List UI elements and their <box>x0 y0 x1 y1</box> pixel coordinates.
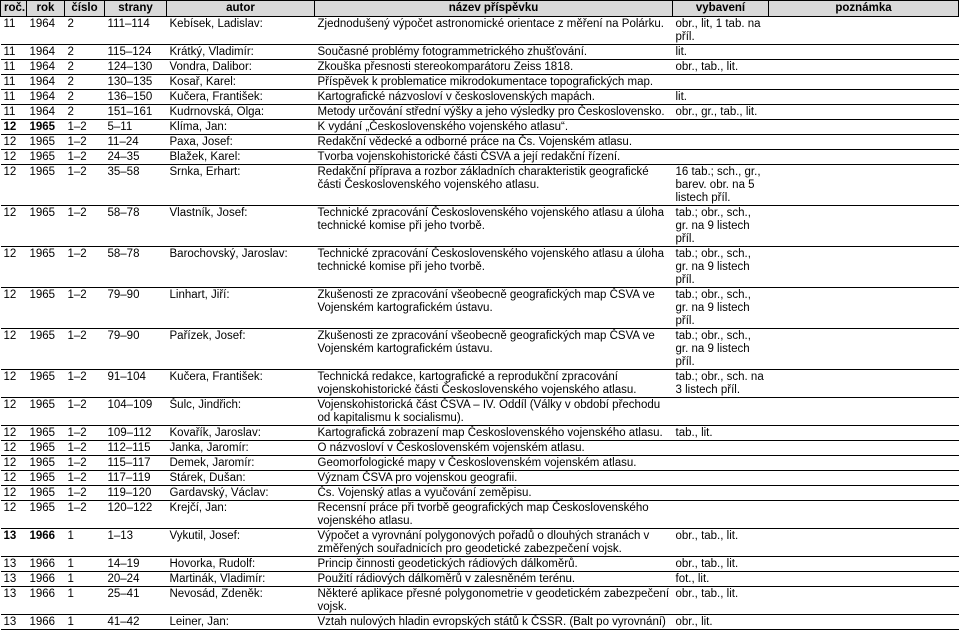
cell-rok: 1965 <box>27 471 65 486</box>
cell-autor: Kučera, František: <box>167 370 315 398</box>
cell-rok: 1966 <box>27 529 65 557</box>
cell-vybaveni: tab.; obr., sch., gr. na 9 listech příl. <box>673 206 769 247</box>
cell-nazev: K vydání „Československého vojenského atlasu“. <box>315 120 673 135</box>
cell-autor: Demek, Jaromír: <box>167 456 315 471</box>
cell-poznamka <box>769 426 959 441</box>
cell-rok: 1965 <box>27 206 65 247</box>
cell-rocnik: 13 <box>1 587 27 615</box>
cell-cislo: 2 <box>65 17 105 45</box>
cell-poznamka <box>769 45 959 60</box>
table-row <box>1 471 959 486</box>
table-row <box>1 45 959 60</box>
cell-strany: 79–90 <box>105 288 167 329</box>
cell-autor: Martinák, Vladimír: <box>167 572 315 587</box>
cell-strany: 115–117 <box>105 456 167 471</box>
cell-rocnik: 12 <box>1 426 27 441</box>
cell-vybaveni: obr., tab., lit. <box>673 529 769 557</box>
cell-autor: Šulc, Jindřich: <box>167 398 315 426</box>
cell-autor: Krejčí, Jan: <box>167 501 315 529</box>
table-body <box>1 17 959 630</box>
table-row <box>1 329 959 370</box>
cell-rocnik: 12 <box>1 165 27 206</box>
cell-rocnik: 12 <box>1 329 27 370</box>
cell-cislo: 1 <box>65 615 105 630</box>
cell-rok: 1965 <box>27 426 65 441</box>
cell-strany: 20–24 <box>105 572 167 587</box>
cell-vybaveni: 16 tab.; sch., gr., barev. obr. na 5 listech příl. <box>673 165 769 206</box>
cell-cislo: 1–2 <box>65 120 105 135</box>
col-header-cislo: číslo <box>65 1 105 17</box>
cell-cislo: 1 <box>65 587 105 615</box>
cell-rok: 1964 <box>27 17 65 45</box>
col-header-vybaveni: vybavení <box>673 1 769 17</box>
cell-poznamka <box>769 329 959 370</box>
cell-vybaveni: tab.; obr., sch., gr. na 9 listech příl. <box>673 288 769 329</box>
cell-rok: 1965 <box>27 456 65 471</box>
table-row <box>1 370 959 398</box>
cell-autor: Kovařík, Jaroslav: <box>167 426 315 441</box>
cell-rok: 1965 <box>27 150 65 165</box>
cell-poznamka <box>769 486 959 501</box>
cell-rocnik: 11 <box>1 105 27 120</box>
cell-nazev: Kartografická zobrazení map Československého vojenského atlasu. <box>315 426 673 441</box>
cell-vybaveni: obr., lit, 1 tab. na příl. <box>673 17 769 45</box>
cell-rocnik: 12 <box>1 150 27 165</box>
cell-rocnik: 11 <box>1 75 27 90</box>
cell-nazev: Technické zpracování Československého vojenského atlasu a úloha technické komise při jeho tvorbě. <box>315 247 673 288</box>
cell-vybaveni <box>673 501 769 529</box>
cell-autor: Kučera, František: <box>167 90 315 105</box>
cell-nazev: Současné problémy fotogrammetrického zhušťování. <box>315 45 673 60</box>
cell-vybaveni <box>673 471 769 486</box>
cell-autor: Klíma, Jan: <box>167 120 315 135</box>
cell-cislo: 1 <box>65 529 105 557</box>
cell-cislo: 2 <box>65 90 105 105</box>
cell-rocnik: 12 <box>1 120 27 135</box>
cell-nazev: Zkušenosti ze zpracování všeobecně geografických map ČSVA ve Vojenském kartografickém ústavu. <box>315 288 673 329</box>
table-row <box>1 456 959 471</box>
cell-rok: 1965 <box>27 398 65 426</box>
cell-poznamka <box>769 165 959 206</box>
cell-strany: 109–112 <box>105 426 167 441</box>
cell-autor: Srnka, Erhart: <box>167 165 315 206</box>
cell-vybaveni: obr., gr., tab., lit. <box>673 105 769 120</box>
cell-nazev: Zkouška přesnosti stereokomparátoru Zeiss 1818. <box>315 60 673 75</box>
cell-autor: Kudrnovská, Olga: <box>167 105 315 120</box>
cell-rocnik: 12 <box>1 471 27 486</box>
cell-strany: 41–42 <box>105 615 167 630</box>
cell-rocnik: 11 <box>1 17 27 45</box>
cell-poznamka <box>769 105 959 120</box>
cell-poznamka <box>769 150 959 165</box>
table-row <box>1 75 959 90</box>
table-row <box>1 17 959 45</box>
table-row <box>1 105 959 120</box>
cell-vybaveni: tab.; obr., sch. na 3 listech příl. <box>673 370 769 398</box>
cell-cislo: 1–2 <box>65 471 105 486</box>
cell-vybaveni: obr., lit. <box>673 615 769 630</box>
cell-poznamka <box>769 90 959 105</box>
col-header-rok: rok <box>27 1 65 17</box>
cell-poznamka <box>769 441 959 456</box>
cell-cislo: 2 <box>65 60 105 75</box>
cell-autor: Stárek, Dušan: <box>167 471 315 486</box>
cell-nazev: Příspěvek k problematice mikrodokumentace topografických map. <box>315 75 673 90</box>
cell-rocnik: 13 <box>1 557 27 572</box>
cell-vybaveni: lit. <box>673 45 769 60</box>
cell-nazev: Redakční příprava a rozbor základních charakteristik geografické části Československého vojenského atlasu. <box>315 165 673 206</box>
table-header-row <box>1 1 959 17</box>
cell-rocnik: 11 <box>1 90 27 105</box>
cell-autor: Barochovský, Jaroslav: <box>167 247 315 288</box>
cell-poznamka <box>769 370 959 398</box>
cell-poznamka <box>769 206 959 247</box>
cell-poznamka <box>769 135 959 150</box>
cell-cislo: 1 <box>65 557 105 572</box>
cell-rocnik: 12 <box>1 486 27 501</box>
cell-rocnik: 12 <box>1 398 27 426</box>
cell-poznamka <box>769 587 959 615</box>
cell-vybaveni: obr., tab., lit. <box>673 587 769 615</box>
cell-nazev: Tvorba vojenskohistorické části ČSVA a její redakční řízení. <box>315 150 673 165</box>
cell-cislo: 1–2 <box>65 426 105 441</box>
cell-nazev: Recensní práce při tvorbě geografických map Československého vojenského atlasu. <box>315 501 673 529</box>
cell-poznamka <box>769 288 959 329</box>
cell-strany: 79–90 <box>105 329 167 370</box>
cell-vybaveni <box>673 398 769 426</box>
cell-rok: 1965 <box>27 288 65 329</box>
cell-cislo: 1–2 <box>65 441 105 456</box>
cell-strany: 130–135 <box>105 75 167 90</box>
cell-strany: 119–120 <box>105 486 167 501</box>
cell-cislo: 1–2 <box>65 329 105 370</box>
cell-vybaveni: fot., lit. <box>673 572 769 587</box>
cell-poznamka <box>769 615 959 630</box>
cell-cislo: 1–2 <box>65 135 105 150</box>
table-row <box>1 529 959 557</box>
table-row <box>1 398 959 426</box>
cell-rok: 1965 <box>27 247 65 288</box>
cell-nazev: Princip činnosti geodetických rádiových dálkoměrů. <box>315 557 673 572</box>
cell-nazev: Kartografické názvosloví v československých mapách. <box>315 90 673 105</box>
cell-vybaveni <box>673 120 769 135</box>
cell-autor: Leiner, Jan: <box>167 615 315 630</box>
cell-poznamka <box>769 471 959 486</box>
cell-vybaveni: tab.; obr., sch., gr. na 9 listech příl. <box>673 329 769 370</box>
cell-poznamka <box>769 17 959 45</box>
cell-rok: 1964 <box>27 45 65 60</box>
col-header-rocnik: roč. <box>1 1 27 17</box>
table-row <box>1 426 959 441</box>
table-row <box>1 288 959 329</box>
cell-vybaveni <box>673 486 769 501</box>
col-header-autor: autor <box>167 1 315 17</box>
table-row <box>1 165 959 206</box>
col-header-poznamka: poznámka <box>769 1 959 17</box>
cell-cislo: 1–2 <box>65 456 105 471</box>
cell-vybaveni <box>673 441 769 456</box>
cell-rok: 1965 <box>27 501 65 529</box>
table-row <box>1 615 959 630</box>
cell-autor: Kebísek, Ladislav: <box>167 17 315 45</box>
cell-nazev: Vojenskohistorická část ČSVA – IV. Oddíl (Války v období přechodu od kapitalismu k socialismu). <box>315 398 673 426</box>
cell-strany: 91–104 <box>105 370 167 398</box>
table-row <box>1 120 959 135</box>
cell-rocnik: 13 <box>1 615 27 630</box>
cell-cislo: 1–2 <box>65 288 105 329</box>
cell-nazev: Výpočet a vyrovnání polygonových pořadů o dlouhých stranách v změřených souřadnicích pro geodetické zabezpečení vojsk. <box>315 529 673 557</box>
cell-strany: 11–24 <box>105 135 167 150</box>
cell-autor: Krátký, Vladimír: <box>167 45 315 60</box>
cell-strany: 58–78 <box>105 206 167 247</box>
cell-strany: 5–11 <box>105 120 167 135</box>
cell-poznamka <box>769 529 959 557</box>
cell-nazev: Vztah nulových hladin evropských států k ČSSR. (Balt po vyrovnání) <box>315 615 673 630</box>
cell-rok: 1965 <box>27 370 65 398</box>
cell-autor: Gardavský, Václav: <box>167 486 315 501</box>
cell-cislo: 1–2 <box>65 398 105 426</box>
cell-cislo: 1 <box>65 572 105 587</box>
cell-nazev: Zjednodušený výpočet astronomické orientace z měření na Polárku. <box>315 17 673 45</box>
cell-rocnik: 11 <box>1 45 27 60</box>
cell-autor: Janka, Jaromír: <box>167 441 315 456</box>
cell-rok: 1966 <box>27 557 65 572</box>
cell-autor: Vykutil, Josef: <box>167 529 315 557</box>
cell-vybaveni: tab., lit. <box>673 426 769 441</box>
cell-strany: 112–115 <box>105 441 167 456</box>
cell-rok: 1964 <box>27 90 65 105</box>
cell-nazev: Metody určování střední výšky a jeho výsledky pro Československo. <box>315 105 673 120</box>
cell-nazev: O názvosloví v Československém vojenském atlasu. <box>315 441 673 456</box>
cell-autor: Paxa, Josef: <box>167 135 315 150</box>
cell-cislo: 1–2 <box>65 247 105 288</box>
cell-poznamka <box>769 75 959 90</box>
cell-rocnik: 12 <box>1 135 27 150</box>
cell-nazev: Geomorfologické mapy v Československém vojenském atlasu. <box>315 456 673 471</box>
table-row <box>1 60 959 75</box>
table-row <box>1 501 959 529</box>
cell-rocnik: 12 <box>1 206 27 247</box>
cell-rocnik: 12 <box>1 441 27 456</box>
cell-strany: 124–130 <box>105 60 167 75</box>
cell-poznamka <box>769 557 959 572</box>
cell-strany: 136–150 <box>105 90 167 105</box>
cell-cislo: 1–2 <box>65 150 105 165</box>
cell-poznamka <box>769 572 959 587</box>
cell-poznamka <box>769 247 959 288</box>
table-row <box>1 206 959 247</box>
cell-cislo: 2 <box>65 75 105 90</box>
cell-cislo: 1–2 <box>65 501 105 529</box>
cell-rocnik: 13 <box>1 572 27 587</box>
cell-rok: 1966 <box>27 572 65 587</box>
cell-vybaveni <box>673 456 769 471</box>
cell-rocnik: 12 <box>1 370 27 398</box>
cell-cislo: 2 <box>65 45 105 60</box>
cell-autor: Blažek, Karel: <box>167 150 315 165</box>
cell-rocnik: 12 <box>1 456 27 471</box>
cell-nazev: Některé aplikace přesné polygonometrie v geodetickém zabezpečení vojsk. <box>315 587 673 615</box>
cell-autor: Kosař, Karel: <box>167 75 315 90</box>
table-row <box>1 441 959 456</box>
cell-rok: 1965 <box>27 165 65 206</box>
cell-rocnik: 12 <box>1 501 27 529</box>
cell-vybaveni: obr., tab., lit. <box>673 60 769 75</box>
cell-vybaveni: tab.; obr., sch., gr. na 9 listech příl. <box>673 247 769 288</box>
cell-poznamka <box>769 456 959 471</box>
cell-nazev: Význam ČSVA pro vojenskou geografii. <box>315 471 673 486</box>
cell-poznamka <box>769 398 959 426</box>
cell-autor: Pařízek, Josef: <box>167 329 315 370</box>
cell-autor: Hovorka, Rudolf: <box>167 557 315 572</box>
table-row <box>1 247 959 288</box>
cell-strany: 104–109 <box>105 398 167 426</box>
col-header-nazev: název příspěvku <box>315 1 673 17</box>
cell-nazev: Zkušenosti ze zpracování všeobecně geografických map ČSVA ve Vojenském kartografickém ústavu. <box>315 329 673 370</box>
cell-nazev: Čs. Vojenský atlas a vyučování zeměpisu. <box>315 486 673 501</box>
cell-strany: 117–119 <box>105 471 167 486</box>
cell-rok: 1966 <box>27 615 65 630</box>
table-row <box>1 486 959 501</box>
table-row <box>1 557 959 572</box>
cell-vybaveni <box>673 75 769 90</box>
cell-vybaveni <box>673 135 769 150</box>
cell-rocnik: 13 <box>1 529 27 557</box>
cell-strany: 151–161 <box>105 105 167 120</box>
cell-strany: 115–124 <box>105 45 167 60</box>
cell-rok: 1964 <box>27 60 65 75</box>
cell-nazev: Redakční vědecké a odborné práce na Čs. Vojenském atlasu. <box>315 135 673 150</box>
cell-poznamka <box>769 60 959 75</box>
cell-rok: 1965 <box>27 135 65 150</box>
cell-strany: 35–58 <box>105 165 167 206</box>
table-row <box>1 572 959 587</box>
table-row <box>1 587 959 615</box>
cell-rocnik: 12 <box>1 247 27 288</box>
table-row <box>1 135 959 150</box>
table-row <box>1 90 959 105</box>
table-row <box>1 150 959 165</box>
cell-strany: 14–19 <box>105 557 167 572</box>
cell-autor: Linhart, Jiří: <box>167 288 315 329</box>
cell-cislo: 1–2 <box>65 165 105 206</box>
cell-vybaveni <box>673 150 769 165</box>
cell-rocnik: 12 <box>1 288 27 329</box>
cell-nazev: Technická redakce, kartografické a reprodukční zpracování vojenskohistorické části Československého vojenského atlasu. <box>315 370 673 398</box>
cell-autor: Vondra, Dalibor: <box>167 60 315 75</box>
cell-vybaveni: obr., tab., lit. <box>673 557 769 572</box>
cell-rok: 1965 <box>27 486 65 501</box>
cell-nazev: Technické zpracování Československého vojenského atlasu a úloha technické komise při jeho tvorbě. <box>315 206 673 247</box>
cell-autor: Nevosád, Zdeněk: <box>167 587 315 615</box>
cell-cislo: 1–2 <box>65 206 105 247</box>
cell-strany: 120–122 <box>105 501 167 529</box>
cell-strany: 1–13 <box>105 529 167 557</box>
cell-rok: 1964 <box>27 105 65 120</box>
cell-autor: Vlastník, Josef: <box>167 206 315 247</box>
cell-rok: 1965 <box>27 120 65 135</box>
cell-rok: 1964 <box>27 75 65 90</box>
cell-nazev: Použití rádiových dálkoměrů v zalesněném terénu. <box>315 572 673 587</box>
cell-strany: 58–78 <box>105 247 167 288</box>
cell-rok: 1965 <box>27 441 65 456</box>
cell-rok: 1966 <box>27 587 65 615</box>
cell-cislo: 1–2 <box>65 370 105 398</box>
cell-poznamka <box>769 501 959 529</box>
cell-strany: 24–35 <box>105 150 167 165</box>
cell-strany: 111–114 <box>105 17 167 45</box>
cell-cislo: 1–2 <box>65 486 105 501</box>
cell-cislo: 2 <box>65 105 105 120</box>
cell-vybaveni: lit. <box>673 90 769 105</box>
cell-rocnik: 11 <box>1 60 27 75</box>
cell-rok: 1965 <box>27 329 65 370</box>
cell-poznamka <box>769 120 959 135</box>
col-header-strany: strany <box>105 1 167 17</box>
cell-strany: 25–41 <box>105 587 167 615</box>
